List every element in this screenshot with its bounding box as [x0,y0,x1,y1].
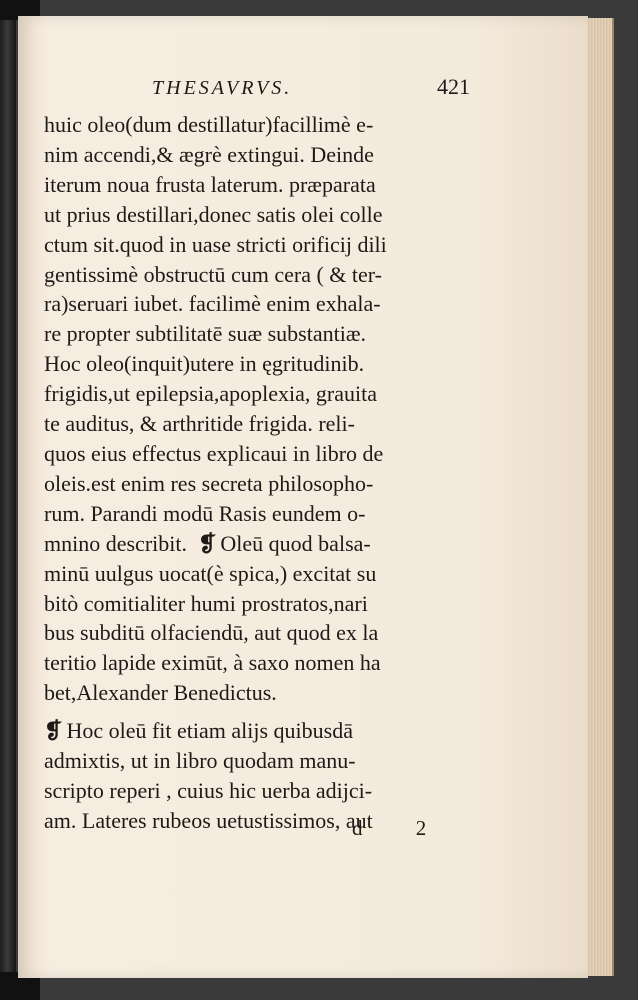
text-line: gentissimè obstructū cum cera ( & ter- [44,261,383,287]
paragraph-mark-icon: ❡ [44,718,63,744]
text-line: ra)seruari iubet. facilimè enim exhala- [44,291,381,317]
paragraph-mark-icon: ❡ [197,530,217,556]
text-line: iterum noua frusta laterum. præparata [44,171,376,197]
text-line: ut prius destillari,donec satis olei colle [44,201,383,227]
book-spine [0,0,16,1000]
text-line: huic oleo(dum destillatur)facillimè e- [44,112,374,137]
text-line [44,529,474,559]
text-line: oleis.est enim res secreta philosopho- [44,470,374,496]
text-line: Hoc oleo(inquit)utere in ęgritudinib. [44,351,365,377]
page-header [44,74,474,110]
text-line: bitò comitialiter humi prostratos,nari [44,590,368,616]
text-line: frigidis,ut epilepsia,apoplexia, grauita [44,381,377,407]
text-line: admixtis, ut in libro quodam manu- [44,748,356,774]
text-line: minū uulgus uocat(è spica,) excitat su [44,560,377,586]
text-line: am. Lateres rubeos uetustissimos, aut [44,807,373,833]
text-line: ctum sit.quod in uase stricti orificij dili [44,231,387,257]
text-segment: Oleū quod balsa- [220,530,371,556]
text-line: bus subditū olfaciendū, aut quod ex la [44,620,379,646]
page-text-block [44,74,474,840]
text-line: bet,Alexander Benedictus. [44,680,277,706]
text-line: re propter subtilitatē suæ substantiæ. [44,321,367,347]
book-page [18,16,588,978]
text-line: te auditus, & arthritide frigida. reli- [44,411,355,437]
running-title: THESAVRVS. [152,77,293,99]
page-number: 421 [437,74,470,99]
text-segment: mnino describit. [44,530,187,556]
text-segment: Hoc oleū fit etiam alijs quibusdā [66,718,353,744]
signature-mark: d 2 [352,816,451,840]
paragraph-gap [44,708,474,716]
text-line: scripto reperi , cuius hic uerba adijci- [44,777,373,803]
text-line: quos eius effectus explicaui in libro de [44,440,384,466]
text-line: teritio lapide eximūt, à saxo nomen ha [44,650,381,676]
text-line [44,716,474,746]
text-line: nim accendi,& ægrè extingui. Deinde [44,141,374,167]
text-line: rum. Parandi modū Rasis eundem o- [44,500,366,526]
